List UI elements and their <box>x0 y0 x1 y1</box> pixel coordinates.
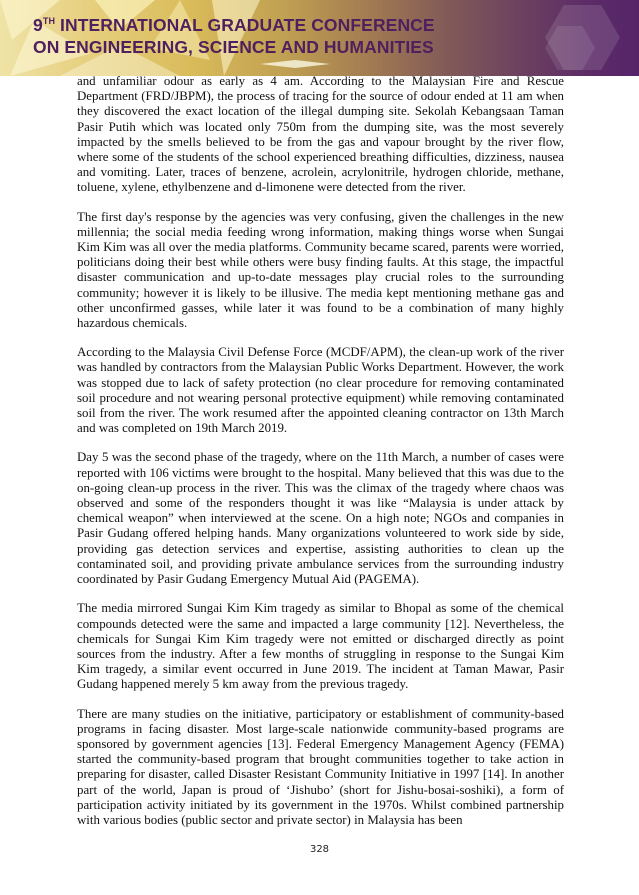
conference-title-line-2: ON ENGINEERING, SCIENCE AND HUMANITIES <box>33 37 434 57</box>
paragraph-bhopal-comparison: The media mirrored Sungai Kim Kim tragedy as similar to Bhopal as some of the chemical compounds detected were the same and impacted a large community [12]. Nevertheless, the chemicals for Sungai Kim Kim tragedy were not emitted or discharged directly as point sources from the industry. After a few months of struggling in response to the Sungai Kim Kim tragedy, a similar event occurred in June 2019. The incident at Taman Mawar, Pasir Gudang happened merely 5 km away from the previous tragedy. <box>77 601 564 692</box>
decorative-light-streak <box>260 60 330 68</box>
conference-title <box>33 14 435 58</box>
paragraph-odour-tracing: and unfamiliar odour as early as 4 am. According to the Malaysian Fire and Rescue Department (FRD/JBPM), the process of tracing for the source of odour ended at 11 am when they discovered the exact location of the illegal dumping site. Sekolah Kebangsaan Taman Pasir Putih which was located only 750m from the dumping site, was the most severely impacted by the smells believed to be from the gas and vapour brought by the river flow, where some of the students of the school experienced breathing difficulties, dizziness, nausea and vomiting. Later, traces of benzene, acrolein, acrylonitrile, hydrogen chloride, methane, toluene, xylene, ethylbenzene and d-limonene were detected from the river. <box>77 74 564 195</box>
paragraph-day-5-second-phase: Day 5 was the second phase of the tragedy, where on the 11th March, a number of cases were reported with 106 victims were brought to the hospital. Many believed that this was due to the on-going clean-up process in the river. This was the climax of the tragedy where chaos was observed and some of the responders thought it was like “Malaysia is under attack by chemical weapon” when interviewed at the scene. On a high note; NGOs and companies in Pasir Gudang offered helping hands. Many organizations volunteered to work side by side, providing gas detection services and expertise, assisting authorities to clean up the contaminated soil, and providing private ambulance services from the surrounding industry coordinated by Pasir Gudang Emergency Mutual Aid (PAGEMA). <box>77 450 564 587</box>
title-line-1-text: INTERNATIONAL GRADUATE CONFERENCE <box>55 15 435 35</box>
page-number: 328 <box>309 844 330 855</box>
ordinal-number: 9 <box>33 15 43 35</box>
paragraph-clean-up-work: According to the Malaysia Civil Defense Force (MCDF/APM), the clean-up work of the river was handled by contractors from the Malaysian Public Works Department. However, the work was stopped due to lack of safety protection (no clear procedure for removing contaminated soil procedure and not wearing personal protective equipment) while removing contaminated soil from the river. The work resumed after the appointed cleaning contractor on 13th March and was completed on 19th March 2019. <box>77 345 564 436</box>
conference-title-line-1 <box>33 14 435 36</box>
page-body <box>77 74 564 842</box>
paragraph-community-based-programs: There are many studies on the initiative, participatory or establishment of community-based programs in facing disaster. Most large-scale nationwide community-based programs are sponsored by government agencies [13]. Federal Emergency Management Agency (FEMA) started the community-based program that brought communities together to take action in preparing for disaster, called Disaster Resistant Community Initiative in 1997 [14]. In another part of the world, Japan is proud of ‘Jishubo’ (short for Jishu-bosai-soshiki), a form of participation activity initiated by its government in the 1970s. Whilst combined partnership with various bodies (public sector and private sector) in Malaysia has been <box>77 706 564 827</box>
ordinal-suffix: TH <box>42 16 56 26</box>
conference-banner <box>0 0 639 76</box>
paragraph-first-day-response: The first day's response by the agencies was very confusing, given the challenges in the new millennia; the social media feeding wrong information, making things worse when Sungai Kim Kim was all over the media platforms. Community became scared, parents were worried, politicians doing their best while others were busy finding faults. At this stage, the impactful disaster communication and up-to-date messages play crucial roles to the surrounding community; however it is likely to be illusive. The media kept mentioning methane gas and other unconfirmed gasses, while later it was found to be a combination of many highly hazardous chemicals. <box>77 209 564 331</box>
